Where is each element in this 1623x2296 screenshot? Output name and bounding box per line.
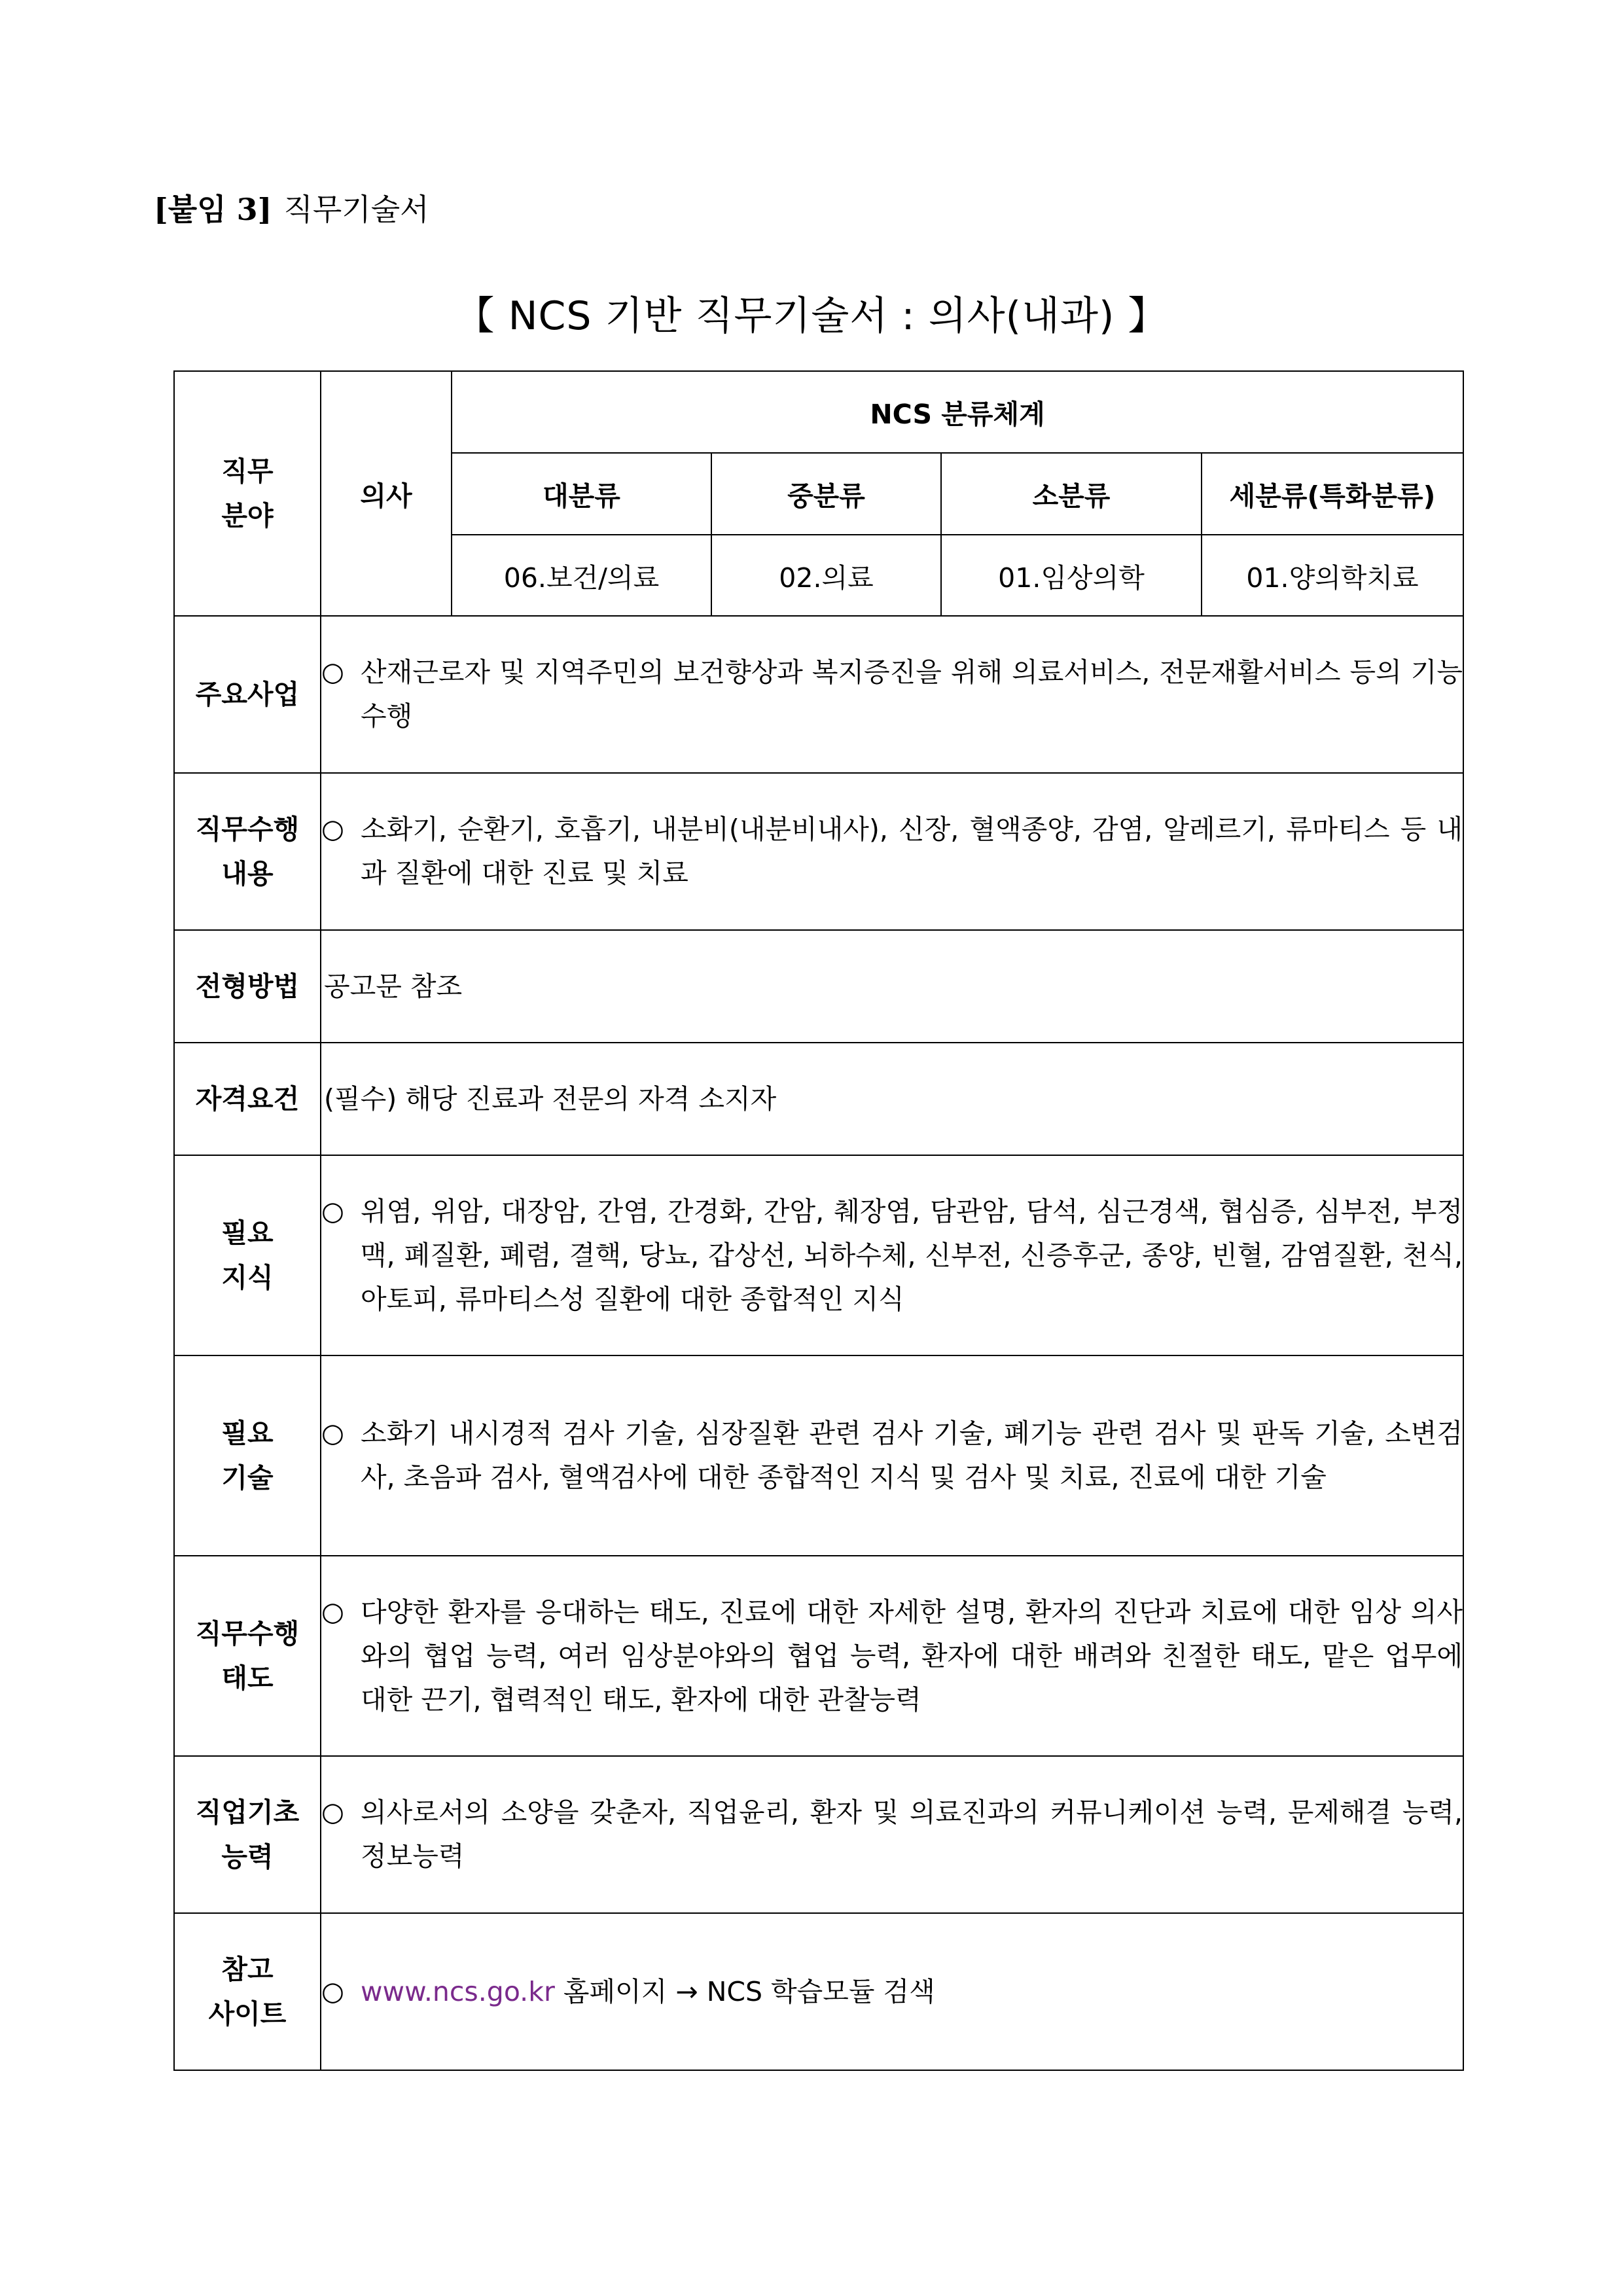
knowledge-label: 필요 지식 <box>174 1155 321 1355</box>
job-description-table <box>173 370 1464 2071</box>
sub-category-value: 01.양의학치료 <box>1202 535 1463 616</box>
bullet-icon: ○ <box>321 1596 344 1627</box>
attitude-label: 직무수행 태도 <box>174 1556 321 1756</box>
table-row <box>174 616 1463 773</box>
selection-label: 전형방법 <box>174 930 321 1043</box>
bullet-icon: ○ <box>321 657 344 687</box>
ncs-site-link[interactable]: www.ncs.go.kr <box>361 1975 555 2007</box>
ncs-system-header: NCS 분류체계 <box>452 371 1463 453</box>
bullet-icon: ○ <box>321 1976 344 2007</box>
knowledge-text: 위염, 위암, 대장암, 간염, 간경화, 간암, 췌장염, 담관암, 담석, 심근경색, 협심증, 심부전, 부정맥, 폐질환, 폐렴, 결핵, 당뇨, 갑상선, 뇌하수체, 신부전, 신증후군, 종양, 빈혈, 감염질환, 천식, 아토피, 류마티스성 질환에 대한 종합적인 지식 <box>361 1195 1463 1315</box>
bullet-icon: ○ <box>321 1797 344 1827</box>
job-field-label: 직무 분야 <box>174 371 321 616</box>
table-row <box>174 1556 1463 1756</box>
qualification-text: (필수) 해당 진료과 전문의 자격 소지자 <box>324 1083 777 1115</box>
basic-ability-text: 의사로서의 소양을 갖춘자, 직업윤리, 환자 및 의료진과의 커뮤니케이션 능력, 문제해결 능력, 정보능력 <box>361 1797 1463 1872</box>
selection-text: 공고문 참조 <box>324 970 463 1002</box>
minor-category-header: 소분류 <box>941 453 1202 535</box>
table-row <box>174 1756 1463 1913</box>
table-row <box>174 1913 1463 2070</box>
sub-category-header: 세분류(특화분류) <box>1202 453 1463 535</box>
middle-category-value: 02.의료 <box>711 535 941 616</box>
bullet-icon: ○ <box>321 1196 344 1227</box>
qualification-label: 자격요건 <box>174 1043 321 1155</box>
reference-text: 홈페이지 → NCS 학습모듈 검색 <box>554 1975 935 2007</box>
reference-label: 참고 사이트 <box>174 1913 321 2070</box>
bullet-icon: ○ <box>321 814 344 844</box>
minor-category-value: 01.임상의학 <box>941 535 1202 616</box>
attachment-description: 직무기술서 <box>283 192 429 227</box>
middle-category-header: 중분류 <box>711 453 941 535</box>
table-row <box>174 1043 1463 1155</box>
basic-ability-label: 직업기초 능력 <box>174 1756 321 1913</box>
attachment-tag: [붙임 3] <box>154 192 272 227</box>
job-name: 의사 <box>321 371 452 616</box>
table-row <box>174 1355 1463 1556</box>
table-row <box>174 1155 1463 1355</box>
main-business-label: 주요사업 <box>174 616 321 773</box>
table-row <box>174 773 1463 930</box>
bullet-icon: ○ <box>321 1418 344 1448</box>
skills-text: 소화기 내시경적 검사 기술, 심장질환 관련 검사 기술, 폐기능 관련 검사 및 판독 기술, 소변검사, 초음파 검사, 혈액검사에 대한 종합적인 지식 및 검사 및 치료, 진료에 대한 기술 <box>361 1418 1463 1493</box>
table-row <box>174 930 1463 1043</box>
major-category-header: 대분류 <box>452 453 711 535</box>
skills-label: 필요 기술 <box>174 1355 321 1556</box>
duties-text: 소화기, 순환기, 호흡기, 내분비(내분비내사), 신장, 혈액종양, 감염, 알레르기, 류마티스 등 내과 질환에 대한 진료 및 치료 <box>361 814 1463 889</box>
attitude-text: 다양한 환자를 응대하는 태도, 진료에 대한 자세한 설명, 환자의 진단과 치료에 대한 임상 의사와의 협업 능력, 여러 임상분야와의 협업 능력, 환자에 대한 배려와 친절한 태도, 맡은 업무에 대한 끈기, 협력적인 태도, 환자에 대한 관찰능력 <box>361 1596 1463 1715</box>
duties-label: 직무수행 내용 <box>174 773 321 930</box>
major-category-value: 06.보건/의료 <box>452 535 711 616</box>
attachment-heading <box>154 191 429 228</box>
main-business-text: 산재근로자 및 지역주민의 보건향상과 복지증진을 위해 의료서비스, 전문재활서비스 등의 기능 수행 <box>361 656 1463 732</box>
document-title: 【 NCS 기반 직무기술서 : 의사(내과) 】 <box>455 293 1168 339</box>
